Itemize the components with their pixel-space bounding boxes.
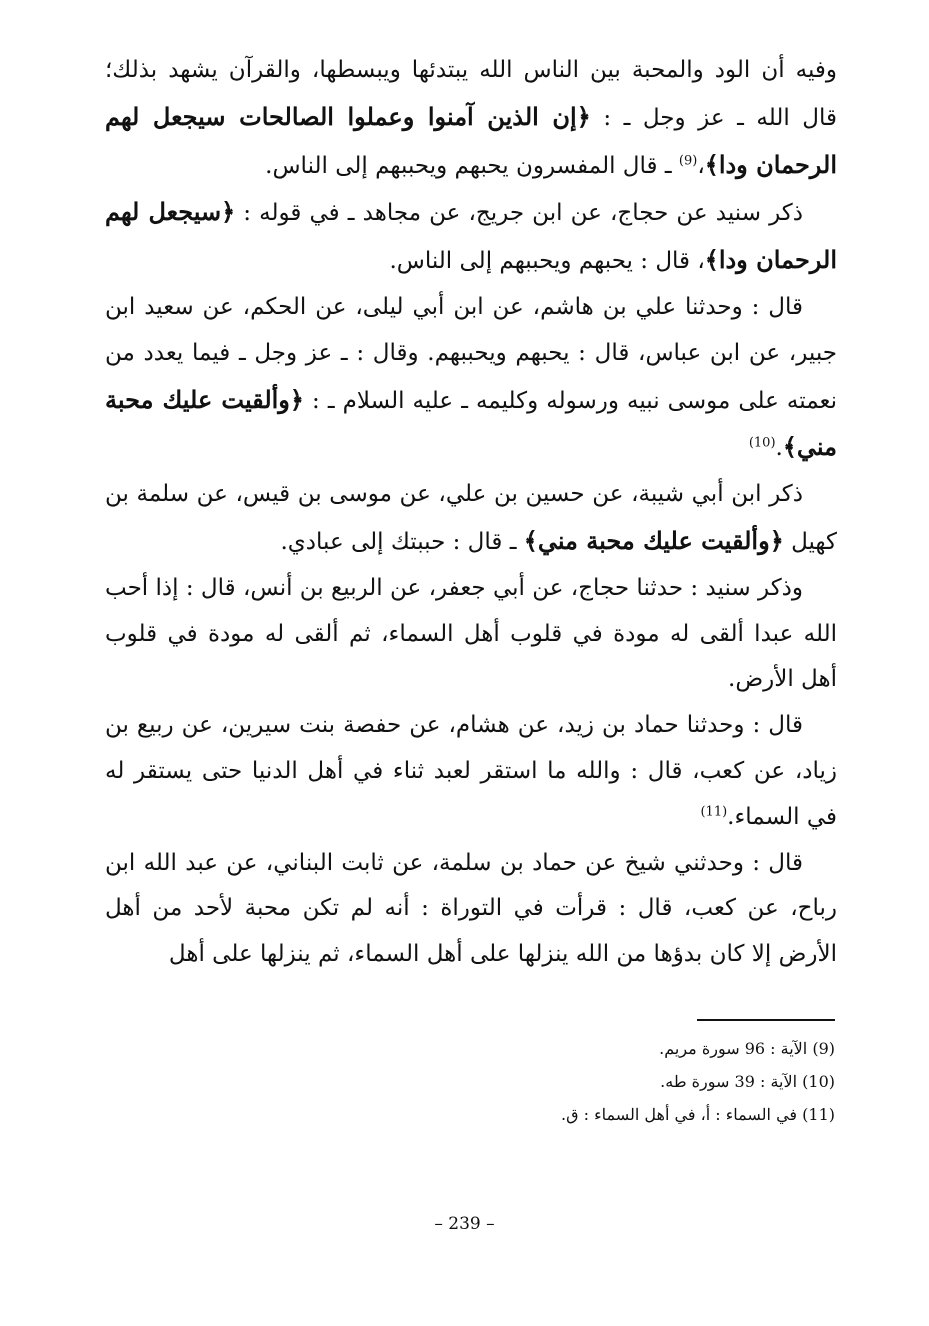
footnote-reference: (11)	[700, 804, 728, 820]
paragraph-2	[105, 189, 837, 285]
body-text: ـ قال المفسرون يحبهم ويحببهم إلى الناس.	[265, 152, 679, 179]
quran-quote: ﴿وألقيت عليك محبة مني﴾	[523, 525, 784, 555]
body-text: ،	[697, 152, 705, 179]
body-text: ذكر سنيد عن حجاج، عن ابن جريج، عن مجاهد ـ في قوله :	[235, 200, 803, 227]
main-text	[105, 48, 837, 978]
paragraph-6	[105, 703, 837, 840]
footnote-separator	[697, 1019, 835, 1021]
footnotes	[420, 1032, 835, 1131]
quran-quote: ﴿سيجعل لهم الرحمان ودا﴾	[105, 197, 837, 275]
footnote-reference: (10)	[748, 435, 776, 451]
body-text: قال : وحدثنا حماد بن زيد، عن هشام، عن حفصة بنت سيرين، عن ربيع بن زياد، عن كعب، قال : والله ما استقر لعبد ثناء في أهل الدنيا حتى يستقر له في السماء.	[105, 712, 837, 830]
body-text: قال : وحدثنا علي بن هاشم، عن ابن أبي ليلى، عن الحكم، عن سعيد ابن جبير، عن ابن عباس، قال : يحبهم ويحببهم. وقال : ـ عز وجل ـ فيما يعدد من نعمته على موسى نبيه ورسوله وكليمه ـ عليه السلام ـ :	[105, 293, 837, 414]
paragraph-3	[105, 285, 837, 472]
body-text: ، قال : يحبهم ويحببهم إلى الناس.	[389, 248, 705, 275]
footnote-11: (11) في السماء : أ، في أهل السماء : ق.	[561, 1105, 835, 1124]
body-text: ـ قال : حببتك إلى عبادي.	[280, 528, 524, 555]
paragraph-1	[105, 48, 837, 189]
footnote-reference: (9)	[678, 152, 698, 168]
body-text: قال : وحدثني شيخ عن حماد بن سلمة، عن ثابت البناني، عن عبد الله ابن رباح، عن كعب، قال : قرأت في التوراة : أنه لم تكن محبة لأحد من أهل الأرض إلا كان بدؤها من الله ينزلها على أهل السماء، ثم ينزلها على أهل	[105, 849, 837, 968]
footnote-10: (10) الآية : 39 سورة طه.	[660, 1072, 835, 1091]
paragraph-5	[105, 566, 837, 703]
quran-quote: ﴿وألقيت عليك محبة مني﴾	[105, 384, 837, 462]
paragraph-4	[105, 472, 837, 566]
footnote-9: (9) الآية : 96 سورة مريم.	[659, 1039, 835, 1058]
body-text: .	[775, 435, 783, 462]
quran-quote: ﴿إن الذين آمنوا وعملوا الصالحات سيجعل لهم الرحمان ودا﴾	[105, 101, 837, 179]
body-text: وذكر سنيد : حدثنا حجاج، عن أبي جعفر، عن الربيع بن أنس، قال : إذا أحب الله عبدا ألقى له مودة في قلوب أهل السماء، ثم ألقى له مودة في قلوب أهل الأرض.	[105, 574, 837, 693]
body-text: وفيه أن الود والمحبة بين الناس الله يبتدئها ويبسطها، والقرآن يشهد بذلك؛ قال الله ـ عز وجل ـ :	[105, 57, 837, 131]
body-text: ذكر ابن أبي شيبة، عن حسين بن علي، عن موسى بن قيس، عن سلمة بن كهيل	[105, 481, 837, 555]
paragraph-7	[105, 841, 837, 978]
page-number: – 239 –	[434, 1214, 495, 1234]
